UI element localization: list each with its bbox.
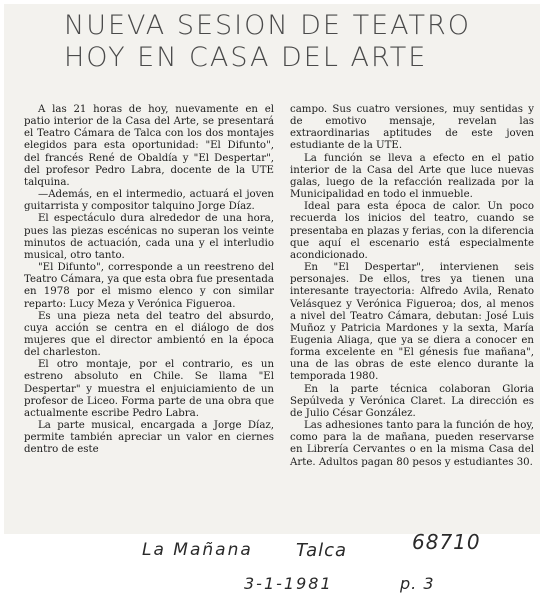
article-column-left — [24, 104, 274, 457]
paragraph: La parte musical, encargada a Jorge Díaz, permite también apreciar un valor en ciernes dentro de este — [24, 420, 274, 456]
handwritten-reference-number: 68710 — [412, 530, 481, 554]
paragraph: Ideal para esta época de calor. Un poco recuerda los inicios del teatro, cuando se presentaba en plazas y ferias, con la diferencia que aquí el escenario está especialmente acondicionado. — [290, 201, 534, 261]
paragraph: —Además, en el intermedio, actuará el joven guitarrista y compositor talquino Jorge Díaz. — [24, 189, 274, 213]
paragraph: El otro montaje, por el contrario, es un estreno absoluto en Chile. Se llama "El Despertar" y muestra el enjuiciamiento de un profesor de Liceo. Forma parte de una obra que actualmente escribe Pedro Labra. — [24, 359, 274, 419]
newspaper-clipping — [4, 4, 540, 534]
paragraph: Las adhesiones tanto para la función de hoy, como para la de mañana, pueden reservarse en Librería Cervantes o en la misma Casa del Arte. Adultos pagan 80 pesos y estudiantes 30. — [290, 420, 534, 468]
handwritten-date: 3-1-1981 — [244, 574, 333, 593]
handwritten-city: Talca — [296, 540, 348, 561]
paragraph: campo. Sus cuatro versiones, muy sentidas y de emotivo mensaje, revelan las extraordinarias aptitudes de este joven estudiante de la UTE. — [290, 104, 534, 152]
paragraph: La función se lleva a efecto en el patio interior de la Casa del Arte que luce nuevas galas, luego de la refacción realizada por la Municipalidad en todo el inmueble. — [290, 152, 534, 201]
handwritten-newspaper-name: La Mañana — [142, 540, 253, 560]
paragraph: En la parte técnica colaboran Gloria Sepúlveda y Verónica Claret. La dirección es de Julio César González. — [290, 383, 534, 419]
article-column-right — [290, 104, 534, 469]
paragraph: El espectáculo dura alrededor de una hora, pues las piezas escénicas no superan los veinte minutos de actuación, cada una y el interludio musical, otro tanto. — [24, 213, 274, 261]
paragraph: En "El Despertar", intervienen seis personajes. De ellos, tres ya tienen una interesante trayectoria: Alfredo Avila, Renato Velásquez y Verónica Figueroa; dos, al menos a nivel del Teatro Cámara, debutan: José Luis Muñoz y Patricia Mardones y la sexta, María Eugenia Aliaga, que ya se diera a conocer en forma excelente en "El génesis fue mañana", una de las obras de este elenco durante la temporada 1980. — [290, 262, 534, 383]
handwritten-page: p. 3 — [400, 574, 435, 593]
headline-line-1: NUEVA SESION DE TEATRO — [64, 10, 472, 41]
paragraph: "El Difunto", corresponde a un reestreno del Teatro Cámara, ya que esta obra fue presentada en 1978 por el mismo elenco y con similar reparto: Lucy Meza y Verónica Figueroa. — [24, 262, 274, 310]
paragraph: Es una pieza neta del teatro del absurdo, cuya acción se centra en el diálogo de dos mujeres que el director ambientó en la época del charleston. — [24, 310, 274, 359]
headline-line-2: HOY EN CASA DEL ARTE — [64, 42, 428, 73]
paragraph: A las 21 horas de hoy, nuevamente en el patio interior de la Casa del Arte, se presentará el Teatro Cámara de Talca con los dos montajes elegidos para esta oportunidad: "El Difunto", del francés René de Obaldía y "El Despertar", del profesor Pedro Labra, docente de la UTE talquina. — [24, 104, 274, 188]
